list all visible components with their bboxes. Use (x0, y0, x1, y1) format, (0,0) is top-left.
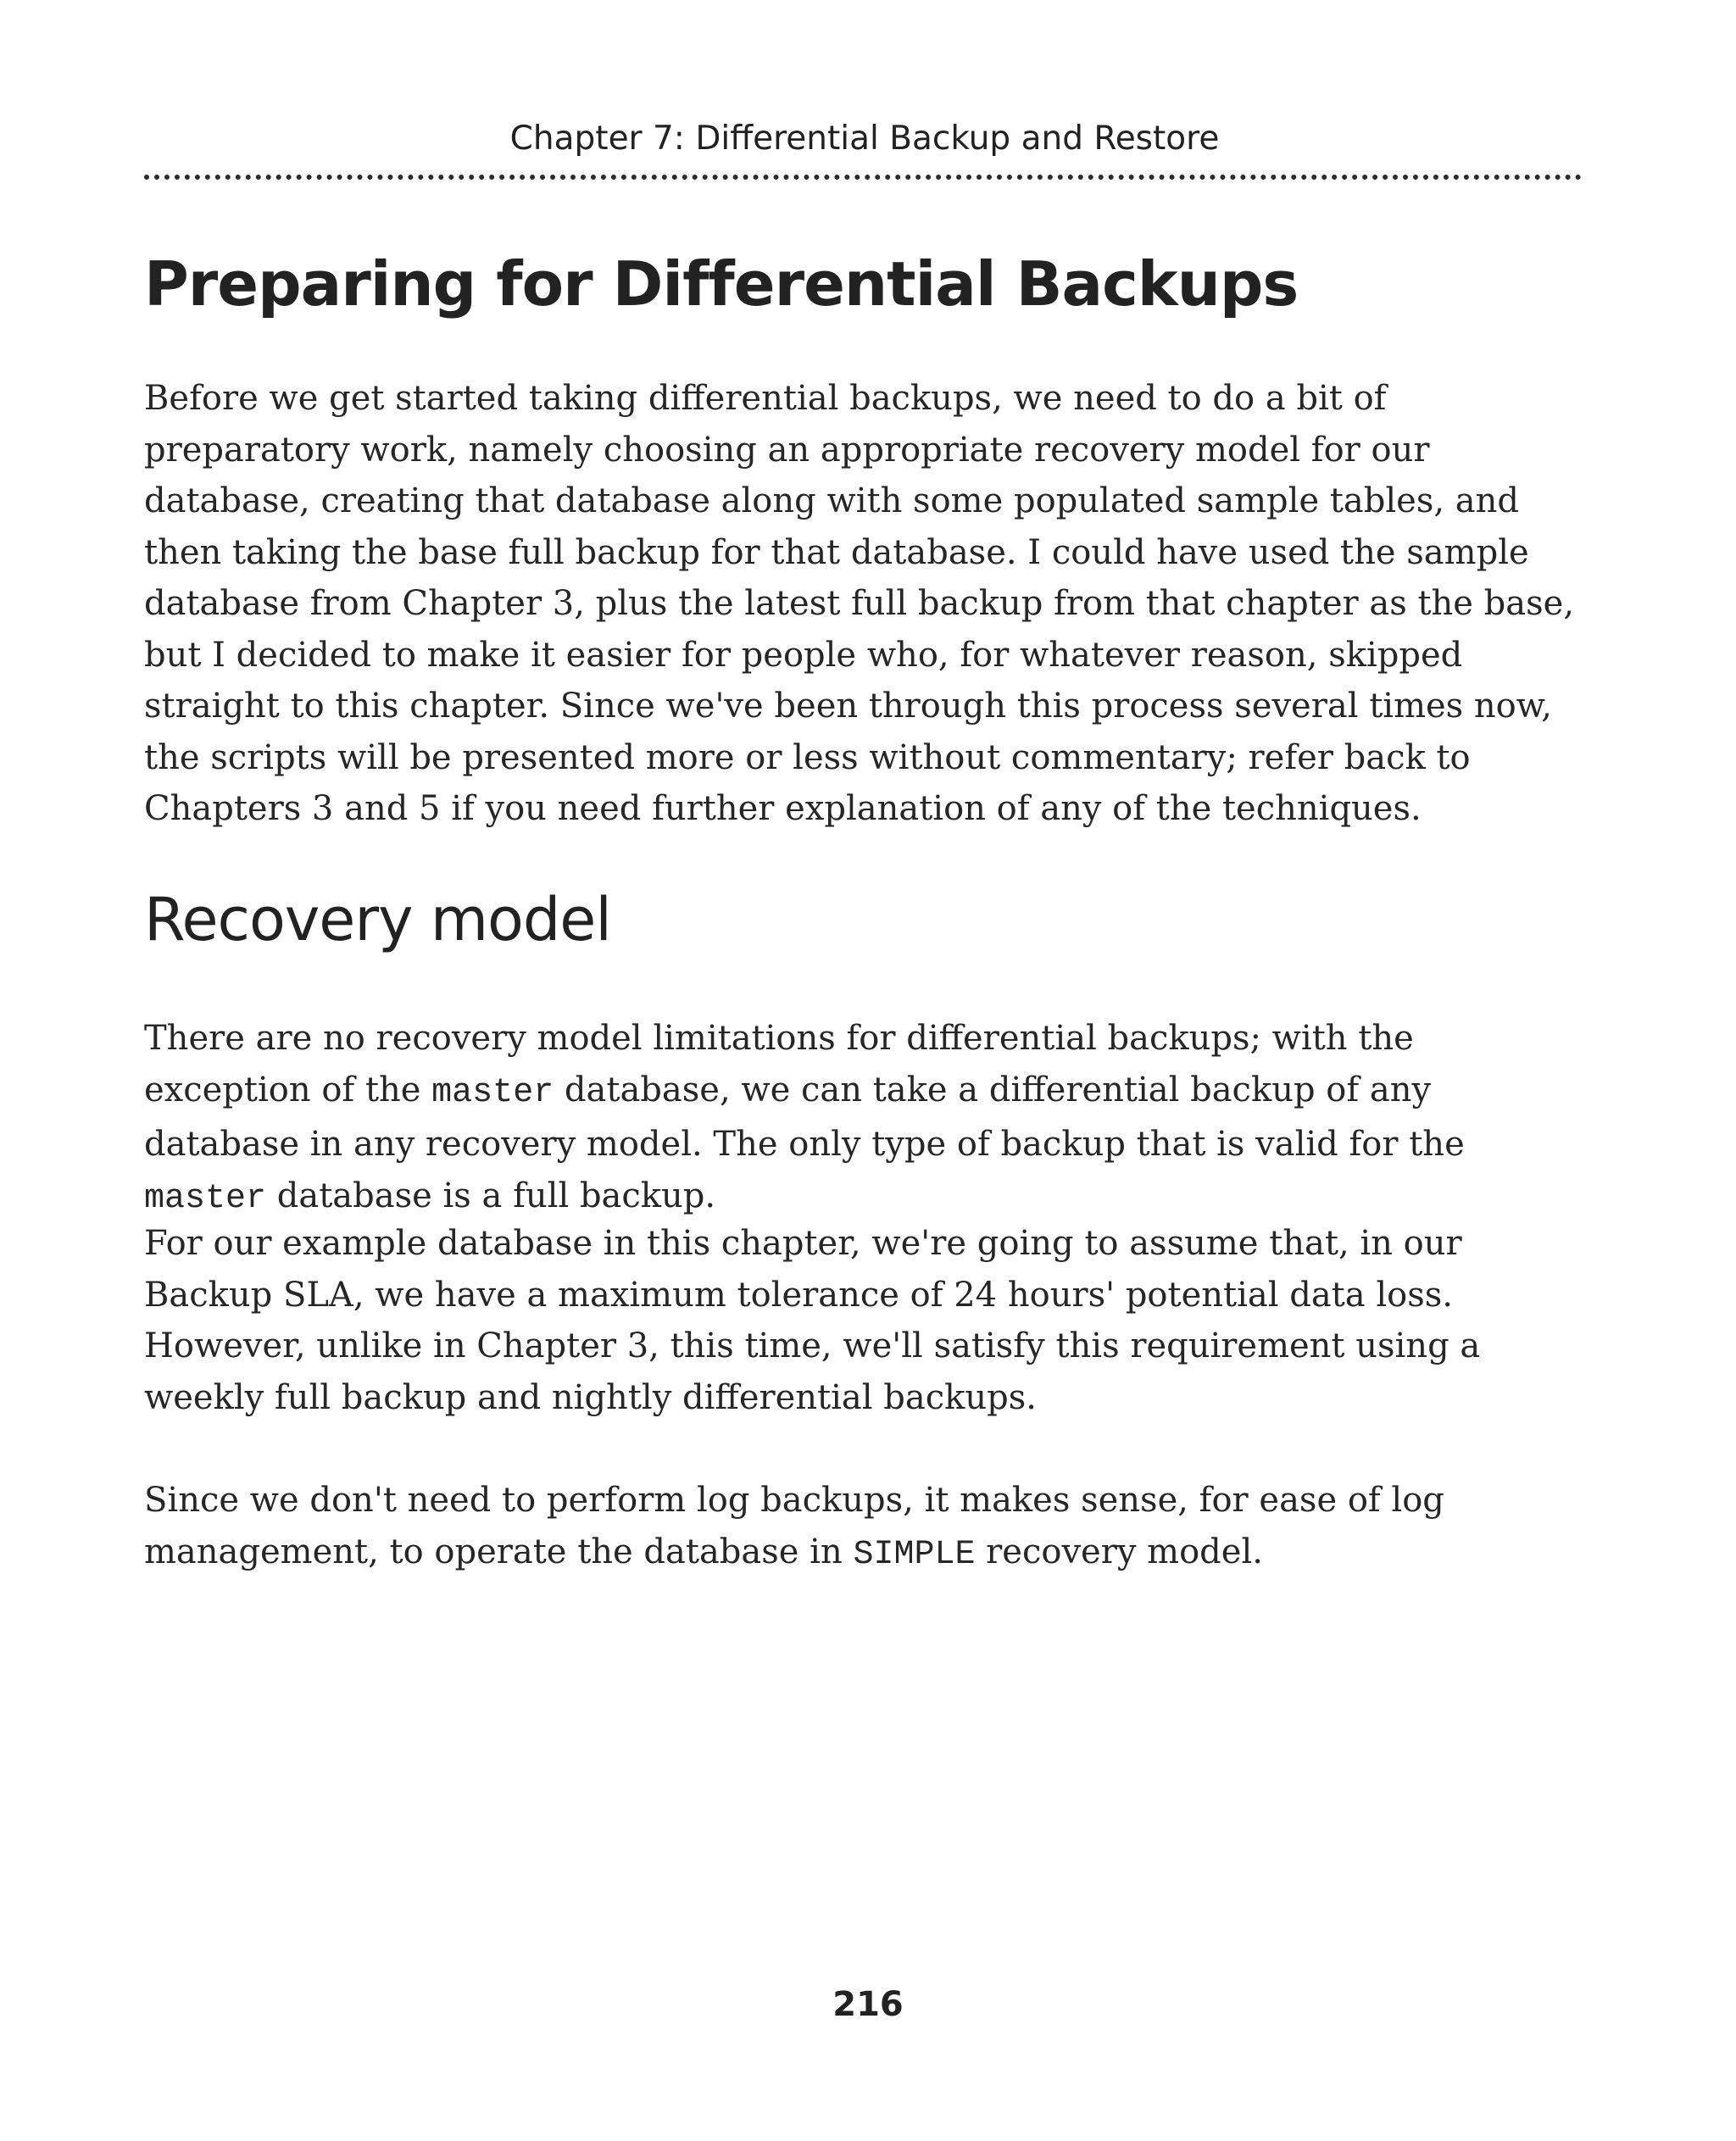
text-run: recovery model. (975, 1532, 1263, 1571)
intro-paragraph: Before we get started taking differential backups, we need to do a bit of preparatory work, namely choosing an appropriate recovery model for our database, creating that database along with some populated sample tables, and then taking the base full backup for that database. I could have used the sample database from Chapter 3, plus the latest full backup from that chapter as the base, but I decided to make it easier for people who, for whatever reason, skipped straight to this chapter. Since we've been through this process several times now, the scripts will be presented more or less without commentary; refer back to Chapters 3 and 5 if you need further explanation of any of the techniques. (144, 379, 1575, 828)
text-run: Since we don't need to perform log backups, it makes sense, for ease of log management, to operate the database in (144, 1481, 1444, 1571)
recovery-model-paragraph-3 (144, 1475, 1585, 1581)
text-run: database, we can take a differential backup of any database in any recovery model. The only type of backup that is valid for the (144, 1070, 1465, 1164)
recovery-model-paragraph-2: For our example database in this chapter, we're going to assume that, in our Backup SLA, we have a maximum tolerance of 24 hours' potential data loss. However, unlike in Chapter 3, this time, we'll satisfy this requirement using a weekly full backup and nightly differential backups. (144, 1224, 1481, 1417)
recovery-model-paragraph-1 (144, 1013, 1585, 1225)
section-title: Preparing for Differential Backups (144, 248, 1299, 320)
page-number: 216 (832, 1985, 904, 2024)
inline-code: SIMPLE (853, 1535, 976, 1574)
header-dotted-rule (144, 175, 1582, 180)
inline-code: master (144, 1179, 267, 1218)
text-run: database is a full backup. (266, 1176, 716, 1215)
inline-code: master (431, 1073, 554, 1112)
running-header: Chapter 7: Differential Backup and Restore (509, 120, 1220, 158)
subsection-title: Recovery model (144, 885, 611, 954)
text-run: There are no recovery model limitations for differential backups; with the exception of the (144, 1019, 1414, 1109)
